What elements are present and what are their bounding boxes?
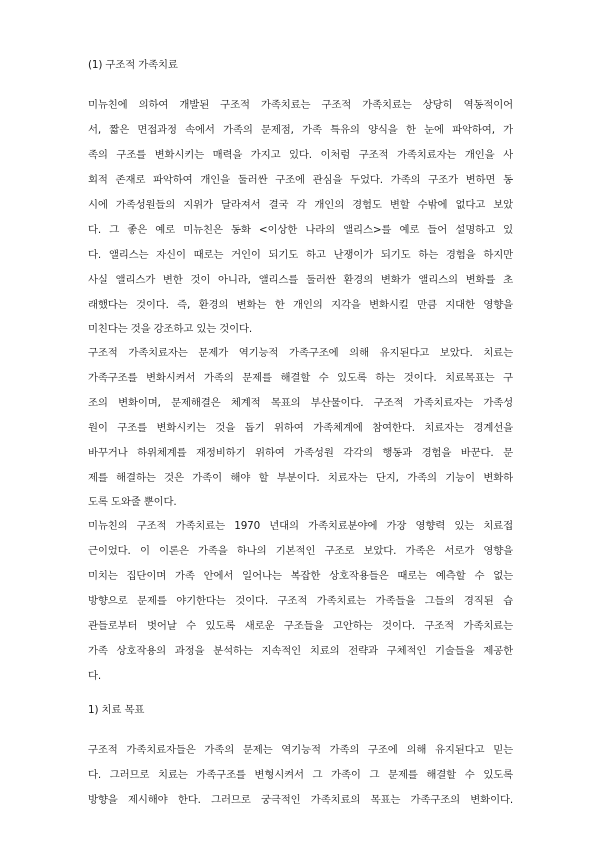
text-line: 바꾸거나 하위체계를 재정비하기 위하여 가족성원 각각의 행동과 경험을 바꾼다. 문 [88, 447, 513, 459]
text-line: 다. 그 좋은 예로 미뉴친은 동화 <이상한 나라의 앨리스>를 예로 들어 설명하고 있 [88, 224, 513, 236]
text-line: 미치는 집단이며 가족 안에서 일어나는 복잡한 상호작용들은 때로는 예측할 수 없는 [88, 570, 513, 582]
text-line: 구조적 가족치료자들은 가족의 문제는 역기능적 가족의 구조에 의해 유지된다고 믿는 [88, 744, 513, 756]
text-line: 도록 도와줄 뿐이다. [88, 496, 177, 508]
text-line: 방향을 제시해야 한다. 그러므로 궁극적인 가족치료의 목표는 가족구조의 변화이다. [88, 794, 513, 806]
text-line: 구조적 가족치료자는 문제가 역기능적 가족구조에 의해 유지된다고 보았다. 치료는 [88, 347, 513, 359]
text-line: 다. 그러므로 치료는 가족구조를 변형시켜서 그 가족이 그 문제를 해결할 수 있도록 [88, 769, 513, 781]
text-line: 시에 가족성원들의 지위가 달라져서 결국 각 개인의 경험도 변할 수밖에 없다고 보았 [88, 199, 513, 211]
text-line: 사실 앨리스가 변한 것이 아니라, 앨리스를 둘러싼 환경의 변화가 앨리스의 변화를 초 [88, 274, 513, 286]
text-line: 다. 앨리스는 자신이 때로는 거인이 되기도 하고 난쟁이가 되기도 하는 경험을 하지만 [88, 249, 513, 261]
text-line: 제를 해결하는 것은 가족이 해야 할 부분이다. 치료자는 단지, 가족의 기능이 변화하 [88, 472, 513, 484]
text-line: 조의 변화이며, 문제해결은 체계적 목표의 부산물이다. 구조적 가족치료자는 가족성 [88, 397, 513, 409]
text-line: 족의 구조를 변화시키는 매력을 가지고 있다. 이처럼 구조적 가족치료자는 개인을 사 [88, 149, 513, 161]
text-line: 미뉴친의 구조적 가족치료는 1970 년대의 가족치료분야에 가장 영향력 있는 치료접 [88, 520, 513, 532]
text-line: 미친다는 것을 강조하고 있는 것이다. [88, 323, 253, 335]
text-line: 미뉴친에 의하여 개발된 구조적 가족치료는 구조적 가족치료는 상당히 역동적이어 [88, 99, 513, 111]
text-line: 가족구조를 변화시켜서 가족의 문제를 해결할 수 있도록 하는 것이다. 치료목표는 구 [88, 372, 513, 384]
text-line: 서, 짧은 면접과정 속에서 가족의 문제점, 가족 특유의 양식을 한 눈에 파악하여, 가 [88, 124, 513, 136]
text-line: 가족 상호작용의 과정을 분석하는 지속적인 치료의 전략과 구체적인 기술들을 제공한 [88, 645, 513, 657]
text-line: 방향으로 문제를 야기한다는 것이다. 구조적 가족치료는 가족들을 그들의 경직된 습 [88, 595, 513, 607]
text-line: 다. [88, 670, 102, 682]
text-line: 래했다는 것이다. 즉, 환경의 변화는 한 개인의 지각을 변화시킬 만큼 지대한 영향을 [88, 299, 513, 311]
text-line: 관들로부터 벗어날 수 있도록 새로운 구조들을 고안하는 것이다. 구조적 가족치료는 [88, 620, 513, 632]
text-line: 근이었다. 이 이론은 가족을 하나의 기본적인 구조로 보았다. 가족은 서로가 영향을 [88, 545, 513, 557]
text-line: 회적 존재로 파악하여 개인을 둘러싼 구조에 관심을 두었다. 가족의 구조가 변하면 동 [88, 174, 513, 186]
subheading: 1) 치료 목표 [88, 704, 145, 716]
text-line: 원이 구조를 변화시키는 것을 돕기 위하여 가족체계에 참여한다. 치료자는 경계선을 [88, 422, 513, 434]
section-heading: (1) 구조적 가족치료 [88, 59, 178, 71]
